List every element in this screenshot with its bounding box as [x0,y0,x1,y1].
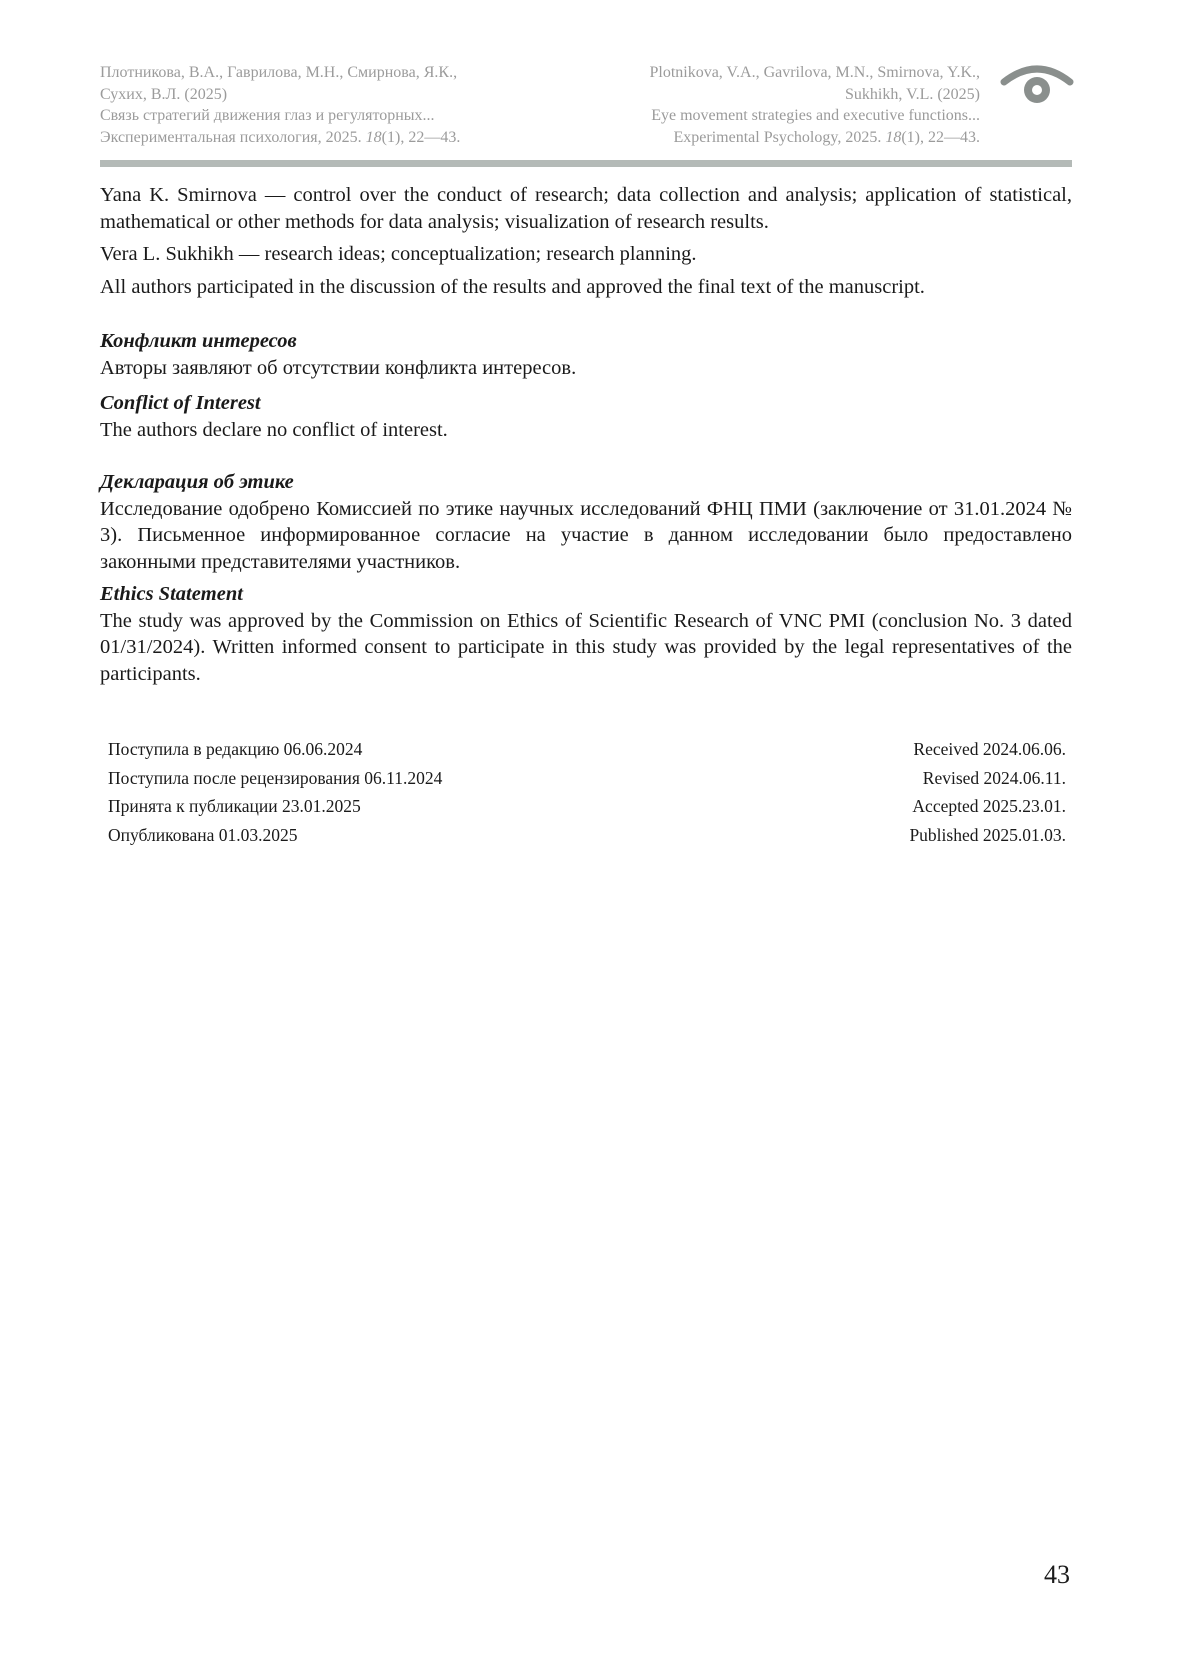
header-en-line: Eye movement strategies and executive functions... [651,107,980,124]
header-ru-issue-pages: (1), 22—43. [381,128,461,146]
ethics-en-text: The study was approved by the Commission on Ethics of Scientific Research of VNC PMI (conclusion No. 3 dated 01/31/2024). Written informed consent to participate in this study was provided by the legal representatives of the participants. [100,609,1072,685]
conflict-en-heading: Conflict of Interest [100,392,261,414]
header-en-issue-pages: (1), 22—43. [901,128,980,146]
date-ru: Поступила в редакцию 06.06.2024 [108,739,363,759]
header-ru-line: Плотникова, В.А., Гаврилова, М.Н., Смирнова, Я.К., [100,64,458,81]
date-en: Published 2025.01.03. [909,824,1066,845]
date-en: Accepted 2025.23.01. [912,796,1066,816]
ethics-en-heading: Ethics Statement [100,583,243,605]
header-ru-journal-line [100,127,540,149]
date-row-revised [108,764,1066,793]
date-ru: Опубликована 01.03.2025 [108,824,298,845]
contribution-smirnova: Yana K. Smirnova — control over the conduct of research; data collection and analysis; application of statistical, mathematical or other methods for data analysis; visualization of research results. [100,184,1072,233]
date-ru: Принята к публикации 23.01.2025 [108,796,361,816]
contribution-sukhikh: Vera L. Sukhikh — research ideas; conceptualization; research planning. [100,243,697,265]
header-en-volume: 18 [885,128,902,146]
ethics-ru-text: Исследование одобрено Комиссией по этике научных исследований ФНЦ ПМИ (заключение от 31.01.2024 № 3). Письменное информированное согласие на участие в данном исследовании было предоставлено законными представителями участников. [100,497,1072,573]
publication-dates [108,735,1066,849]
eye-icon [1000,60,1074,108]
date-row-accepted [108,792,1066,821]
ethics-ru-heading: Декларация об этике [100,471,294,493]
date-ru: Поступила после рецензирования 06.11.2024 [108,767,443,788]
page-content [100,182,1072,687]
date-en: Received 2024.06.06. [913,739,1066,759]
conflict-ru-heading: Конфликт интересов [100,330,297,352]
date-row-received [108,735,1066,764]
header-divider [100,160,1072,167]
header-ru-journal: Экспериментальная психология, 2025. [100,128,362,146]
date-row-published [108,821,1066,850]
header-citation-en [560,62,980,148]
header-en-journal: Experimental Psychology, 2025. [673,128,882,146]
header-ru-line: Связь стратегий движения глаз и регуляторных... [100,107,435,124]
header-ru-line: Сухих, В.Л. (2025) [100,85,228,103]
conflict-ru-text: Авторы заявляют об отсутствии конфликта интересов. [100,356,577,379]
conflict-en-text: The authors declare no conflict of interest. [100,418,448,441]
header-citation-ru [100,62,540,148]
date-en: Revised 2024.06.11. [922,767,1066,788]
header-en-line: Sukhikh, V.L. (2025) [845,85,980,103]
running-header [100,62,980,150]
header-en-line: Plotnikova, V.A., Gavrilova, M.N., Smirnova, Y.K., [649,64,980,81]
contribution-all-authors: All authors participated in the discussion of the results and approved the final text of the manuscript. [100,275,925,298]
page-number: 43 [1044,1560,1070,1589]
header-en-journal-line [560,127,980,149]
header-ru-volume: 18 [365,128,382,146]
